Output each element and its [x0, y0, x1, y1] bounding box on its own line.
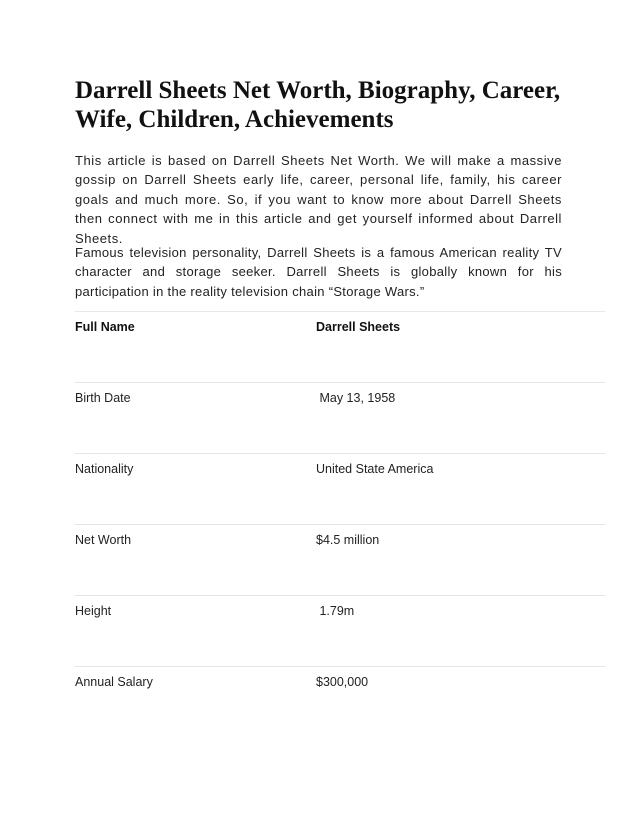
summary-paragraph: Famous television personality, Darrell Sheets is a famous American reality TV character and storage seeker. Darrell Sheets is globally known for his participation in the reality television chain “Storage Wars.” — [75, 245, 562, 299]
row-value: United State America — [316, 462, 434, 476]
row-value: May 13, 1958 — [316, 391, 396, 405]
table-row — [75, 453, 605, 524]
row-value: $4.5 million — [316, 533, 380, 547]
info-table — [75, 311, 605, 737]
row-value: Darrell Sheets — [316, 320, 401, 334]
row-value: 1.79m — [316, 604, 355, 618]
intro-paragraph: This article is based on Darrell Sheets Net Worth. We will make a massive gossip on Darrell Sheets early life, career, personal life, family, his career goals and much more. So, if you want to know more about Darrell Sheets then connect with me in this article and get yourself informed about Darrell Sheets. — [75, 153, 562, 246]
row-label: Height — [75, 604, 112, 618]
row-label: Net Worth — [75, 533, 132, 547]
table-row — [75, 666, 605, 737]
article-title: Darrell Sheets Net Worth, Biography, Career, Wife, Children, Achievements — [75, 77, 561, 133]
table-row — [75, 311, 605, 382]
row-label: Full Name — [75, 320, 135, 334]
table-row — [75, 524, 605, 595]
row-value: $300,000 — [316, 675, 369, 689]
row-label: Birth Date — [75, 391, 131, 405]
row-label: Nationality — [75, 462, 134, 476]
table-row — [75, 595, 605, 666]
row-label: Annual Salary — [75, 675, 153, 689]
table-row — [75, 382, 605, 453]
